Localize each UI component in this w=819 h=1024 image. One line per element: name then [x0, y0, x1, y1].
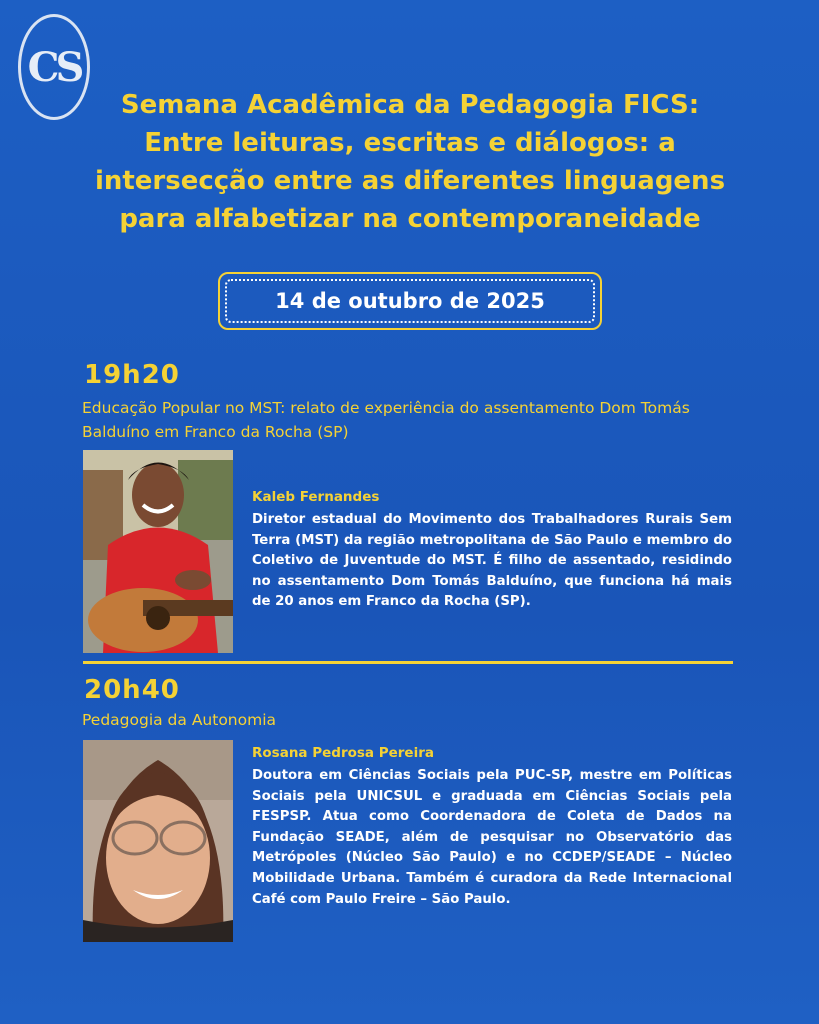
speaker-photo: [83, 450, 233, 653]
session-title: Pedagogia da Autonomia: [82, 711, 277, 729]
date-box: [218, 272, 602, 330]
event-date: 14 de outubro de 2025: [225, 279, 595, 323]
title-line: Semana Acadêmica da Pedagogia FICS:: [120, 90, 700, 120]
session-time: 19h20: [84, 360, 180, 390]
logo-text: CS: [27, 43, 81, 91]
speaker-name: Rosana Pedrosa Pereira: [252, 745, 434, 761]
speaker-bio: Doutora em Ciências Sociais pela PUC-SP, mestre em Políticas Sociais pela UNICSUL e graduada em Ciências Sociais pela FESPSP. Atua como Coordenadora de Coleta de Dados na Fundação SEADE, além de pesquisar no Observatório das Metrópoles (Núcleo São Paulo) e no CCDEP/SEADE – Núcleo Mobilidade Urbana. Também é curadora da Rede Internacional Café com Paulo Freire – São Paulo.: [252, 768, 732, 907]
session-title: Educação Popular no MST: relato de experiência do assentamento Dom Tomás Balduíno em Franco da Rocha (SP): [82, 399, 690, 441]
section-divider: [83, 661, 733, 664]
title-line: para alfabetizar na contemporaneidade: [119, 204, 701, 234]
speaker-bio: Diretor estadual do Movimento dos Trabalhadores Rurais Sem Terra (MST) da região metropolitana de São Paulo e membro do Coletivo de Juventude do MST. É filho de assentado, residindo no assentamento Dom Tomás Balduíno, que funciona há mais de 20 anos em Franco da Rocha (SP).: [252, 512, 732, 610]
title-line: Entre leituras, escritas e diálogos: a: [144, 128, 676, 158]
speaker-name: Kaleb Fernandes: [252, 489, 380, 505]
speaker-photo: [83, 740, 233, 942]
session-time: 20h40: [84, 675, 180, 705]
event-title: [60, 86, 760, 238]
title-line: intersecção entre as diferentes linguagens: [94, 166, 726, 196]
